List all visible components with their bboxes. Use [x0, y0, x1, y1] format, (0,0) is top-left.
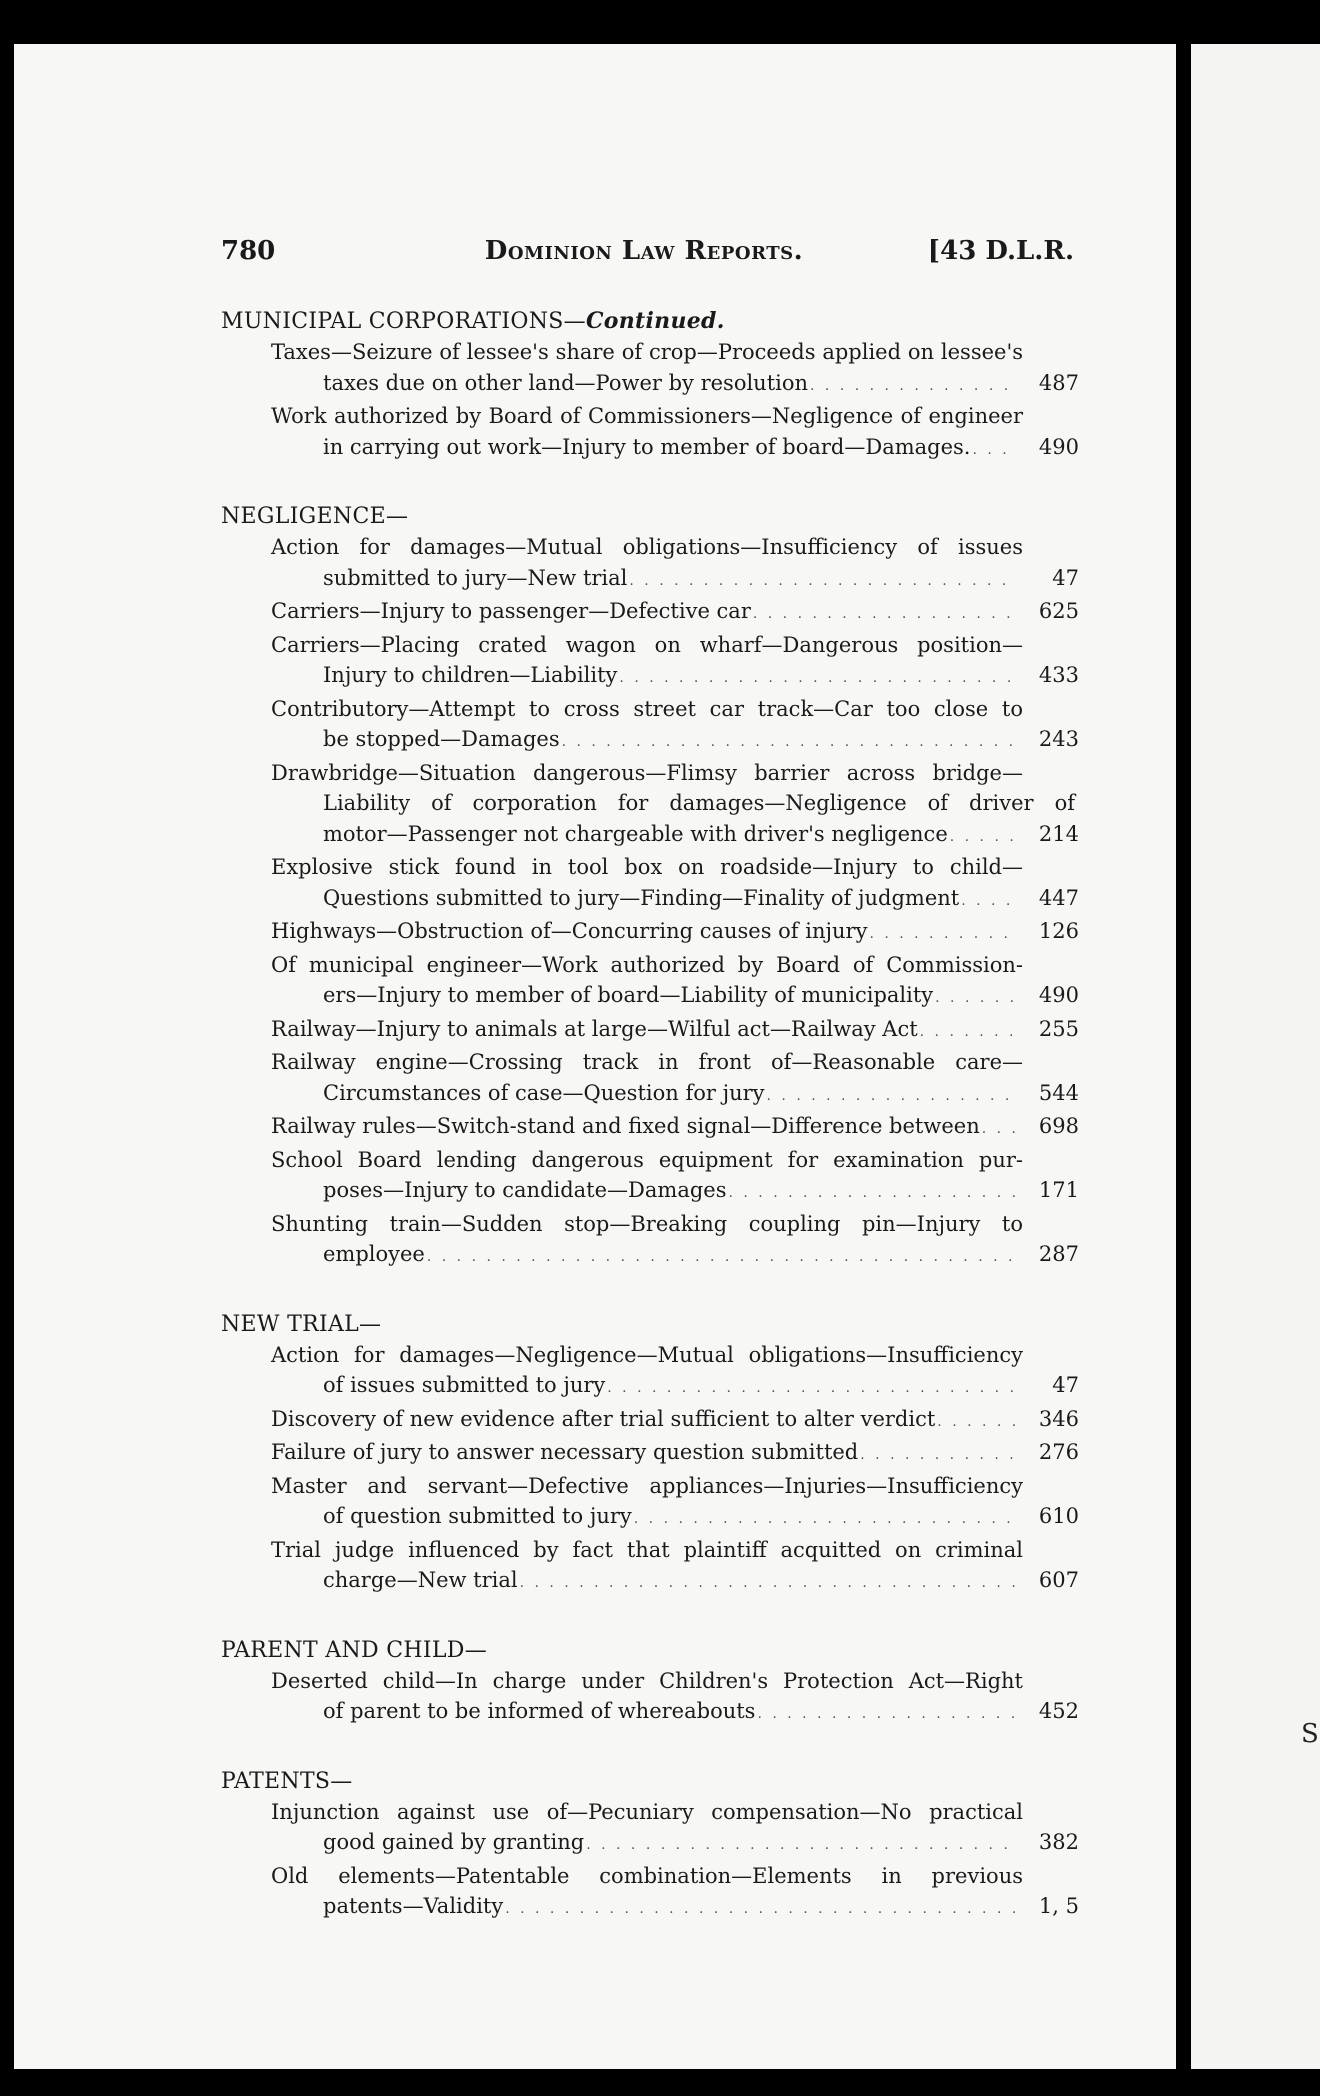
dot-leader	[810, 371, 1017, 402]
entry-line	[271, 1111, 1079, 1145]
entry-line	[271, 852, 1023, 883]
page-reference: 490	[1038, 434, 1079, 459]
page-reference: 447	[1038, 885, 1079, 910]
entry-text: Drawbridge—Situation dangerous—Flimsy barrier across bridge—	[271, 760, 1023, 785]
page-reference: 544	[1038, 1080, 1079, 1105]
index-entry	[271, 1861, 1079, 1925]
index-entry	[271, 1209, 1079, 1273]
entry-text: of parent to be informed of whereabouts	[323, 1699, 756, 1723]
entry-line	[271, 660, 1079, 694]
entry-line	[271, 1175, 1079, 1209]
entry-text: Master and servant—Defective appliances—Injuries—Insufficiency	[271, 1473, 1023, 1498]
entry-text: motor—Passenger not chargeable with driver's negligence	[323, 821, 948, 846]
section-heading-text: PATENTS—	[221, 1768, 353, 1794]
entry-text: Deserted child—In charge under Children's Protection Act—Right	[271, 1668, 1023, 1693]
entry-line	[271, 596, 1079, 630]
entry-line	[271, 1209, 1023, 1240]
dot-leader	[935, 983, 1017, 1014]
entry-line	[271, 563, 1079, 597]
index-entry	[271, 1047, 1079, 1111]
page-reference: 610	[1038, 1504, 1079, 1528]
dot-leader	[520, 1568, 1017, 1599]
entry-line	[271, 401, 1023, 432]
index-entry	[271, 1145, 1079, 1209]
entry-line	[271, 1239, 1079, 1273]
index-section	[209, 306, 1079, 465]
entry-line	[271, 950, 1023, 981]
index-entry	[271, 694, 1079, 758]
dot-leader	[920, 1017, 1017, 1048]
entry-text: Failure of jury to answer necessary question submitted	[271, 1440, 859, 1464]
index-section	[209, 1766, 1079, 1925]
entry-text: submitted to jury—New trial	[323, 565, 628, 590]
index-entry	[271, 401, 1079, 465]
entry-text: good gained by granting	[323, 1830, 585, 1854]
entry-text: Work authorized by Board of Commissioners—Negligence of engineer	[271, 404, 1023, 428]
page-reference: 126	[1038, 919, 1079, 943]
page-reference: 287	[1038, 1242, 1079, 1266]
page-reference: 276	[1038, 1440, 1079, 1464]
entry-line	[271, 1891, 1079, 1925]
page-reference: 625	[1038, 599, 1079, 623]
page-content	[209, 224, 1079, 1925]
book-page	[14, 44, 1176, 2069]
entry-text: in carrying out work—Injury to member of board—Damages.	[323, 434, 971, 459]
index-entry	[271, 630, 1079, 694]
entry-line	[271, 1797, 1023, 1828]
entry-line	[271, 1666, 1023, 1697]
entry-line	[271, 1471, 1023, 1502]
entry-text: Carriers—Injury to passenger—Defective car	[271, 599, 751, 623]
entry-text: Shunting train—Sudden stop—Breaking coupling pin—Injury to	[271, 1211, 1023, 1236]
index-section	[209, 1309, 1079, 1599]
section-heading-suffix: Continued.	[585, 308, 725, 334]
entry-line	[271, 1696, 1079, 1730]
index-entry	[271, 1340, 1079, 1404]
volume-label: [43 D.L.R.	[927, 236, 1074, 266]
dot-leader	[961, 886, 1017, 917]
index-entry	[271, 758, 1079, 853]
entry-line	[271, 630, 1023, 661]
entry-text: Trial judge influenced by fact that plaintiff acquitted on criminal	[271, 1537, 1023, 1562]
entry-line	[271, 1827, 1079, 1861]
dot-leader	[950, 822, 1017, 853]
entry-line	[271, 1145, 1023, 1176]
entry-text: patents—Validity	[323, 1894, 504, 1918]
page-reference: 255	[1038, 1016, 1079, 1041]
running-head	[209, 224, 1079, 280]
entry-line	[271, 1501, 1079, 1535]
page-reference: 47	[1052, 1373, 1079, 1397]
entry-line	[271, 788, 1075, 819]
page-reference: 243	[1038, 727, 1079, 751]
entry-text: ers—Injury to member of board—Liability of municipality	[323, 983, 934, 1007]
entry-text: Contributory—Attempt to cross street car track—Car too close to	[271, 696, 1023, 721]
section-heading	[221, 501, 1079, 532]
dot-leader	[619, 663, 1017, 694]
entry-text: Questions submitted to jury—Finding—Finality of judgment	[323, 885, 960, 910]
page-reference: 47	[1052, 565, 1079, 590]
dot-leader	[629, 566, 1017, 597]
entry-text: Old elements—Patentable combination—Elements in previous	[271, 1863, 1023, 1888]
journal-title: Dominion Law Reports.	[484, 236, 804, 266]
dot-leader	[505, 1894, 1017, 1925]
section-heading-text: NEW TRIAL—	[221, 1311, 382, 1337]
entry-text: Of municipal engineer—Work authorized by Board of Commission-	[271, 952, 1023, 977]
entry-line	[271, 916, 1079, 950]
index-entry	[271, 1471, 1079, 1535]
entry-text: Railway rules—Switch-stand and fixed signal—Difference between	[271, 1114, 980, 1138]
dot-leader	[982, 1114, 1017, 1145]
page-reference: 346	[1038, 1406, 1079, 1431]
page-reference: 433	[1038, 663, 1079, 687]
entry-text: be stopped—Damages	[323, 727, 560, 751]
section-heading	[221, 1766, 1079, 1797]
entry-line	[271, 368, 1079, 402]
page-reference: 487	[1038, 370, 1079, 395]
dot-leader	[757, 1699, 1017, 1730]
entry-text: Railway—Injury to animals at large—Wilful act—Railway Act	[271, 1016, 918, 1041]
entry-line	[271, 758, 1023, 789]
index-entry	[271, 1437, 1079, 1471]
index-entry	[271, 337, 1079, 401]
page-reference: 1, 5	[1038, 1894, 1079, 1918]
entry-text: Explosive stick found in tool box on roadside—Injury to child—	[271, 855, 1023, 879]
entry-text: Action for damages—Mutual obligations—Insufficiency of issues	[271, 535, 1023, 559]
entry-text: of issues submitted to jury	[323, 1373, 606, 1397]
adjacent-page-edge	[1191, 44, 1320, 2069]
entry-line	[271, 819, 1079, 853]
entry-line	[271, 980, 1079, 1014]
dot-leader	[767, 1081, 1017, 1112]
index-section	[209, 1635, 1079, 1730]
entry-line	[271, 1340, 1023, 1371]
entry-line	[271, 1014, 1079, 1048]
entry-text: Discovery of new evidence after trial sufficient to alter verdict	[271, 1406, 936, 1431]
section-heading	[221, 1635, 1079, 1666]
page-reference: 607	[1038, 1568, 1079, 1592]
entry-text: Action for damages—Negligence—Mutual obligations—Insufficiency	[271, 1342, 1023, 1367]
page-reference: 171	[1038, 1178, 1079, 1202]
page-reference: 452	[1038, 1699, 1079, 1723]
entry-text: Injury to children—Liability	[323, 663, 618, 687]
index-entry	[271, 1797, 1079, 1861]
entry-line	[271, 1047, 1023, 1078]
entry-line	[271, 1078, 1079, 1112]
entry-line	[271, 883, 1079, 917]
section-heading-text: PARENT AND CHILD—	[221, 1637, 488, 1663]
section-heading	[221, 306, 1079, 337]
index-entry	[271, 1111, 1079, 1145]
entry-line	[271, 1437, 1079, 1471]
page-reference: 214	[1038, 821, 1079, 846]
page-reference: 698	[1038, 1114, 1079, 1138]
dot-leader	[869, 919, 1017, 950]
dot-leader	[634, 1504, 1017, 1535]
entry-text: Injunction against use of—Pecuniary compensation—No practical	[271, 1799, 1023, 1824]
page-reference: 382	[1038, 1830, 1079, 1854]
index-section	[209, 501, 1079, 1273]
entry-line	[271, 1861, 1023, 1892]
index-entry	[271, 1666, 1079, 1730]
index-entry	[271, 1014, 1079, 1048]
entry-text: of question submitted to jury	[323, 1504, 632, 1528]
adjacent-page-letter: S	[1301, 1719, 1319, 1749]
dot-leader	[607, 1373, 1017, 1404]
section-heading-text: MUNICIPAL CORPORATIONS—	[221, 309, 586, 334]
dot-leader	[729, 1178, 1018, 1209]
section-heading	[221, 1309, 1079, 1340]
entry-line	[271, 532, 1023, 563]
entry-text: employee	[323, 1242, 425, 1266]
index-entry	[271, 916, 1079, 950]
entry-line	[271, 432, 1079, 466]
entry-text: taxes due on other land—Power by resolution	[323, 370, 809, 395]
entry-text: Circumstances of case—Question for jury	[323, 1080, 765, 1105]
entry-line	[271, 1535, 1023, 1566]
entry-text: School Board lending dangerous equipment for examination pur-	[271, 1147, 1023, 1172]
entry-line	[271, 724, 1079, 758]
index-entry	[271, 1404, 1079, 1438]
dot-leader	[937, 1407, 1017, 1438]
entry-text: Liability of corporation for damages—Negligence of driver of	[323, 791, 1075, 815]
index-entry	[271, 950, 1079, 1014]
entry-line	[271, 337, 1023, 368]
entry-line	[271, 1370, 1079, 1404]
index-entry	[271, 1535, 1079, 1599]
index-sections	[209, 306, 1079, 1925]
dot-leader	[427, 1242, 1017, 1273]
dot-leader	[753, 599, 1017, 630]
page-reference: 490	[1038, 983, 1079, 1007]
entry-text: Railway engine—Crossing track in front of—Reasonable care—	[271, 1050, 1023, 1074]
dot-leader	[860, 1440, 1017, 1471]
entry-text: Taxes—Seizure of lessee's share of crop—Proceeds applied on lessee's	[271, 340, 1023, 364]
entry-text: Highways—Obstruction of—Concurring causes of injury	[271, 919, 868, 943]
dot-leader	[562, 727, 1017, 758]
index-entry	[271, 596, 1079, 630]
index-entry	[271, 852, 1079, 916]
section-heading-text: NEGLIGENCE—	[221, 504, 409, 529]
dot-leader	[586, 1830, 1017, 1861]
page-number: 780	[221, 236, 276, 266]
entry-line	[271, 694, 1023, 725]
dot-leader	[972, 435, 1017, 466]
entry-text: poses—Injury to candidate—Damages	[323, 1178, 727, 1202]
entry-line	[271, 1565, 1079, 1599]
entry-line	[271, 1404, 1079, 1438]
entry-text: Carriers—Placing crated wagon on wharf—Dangerous position—	[271, 632, 1023, 657]
entry-text: charge—New trial	[323, 1568, 518, 1592]
index-entry	[271, 532, 1079, 596]
